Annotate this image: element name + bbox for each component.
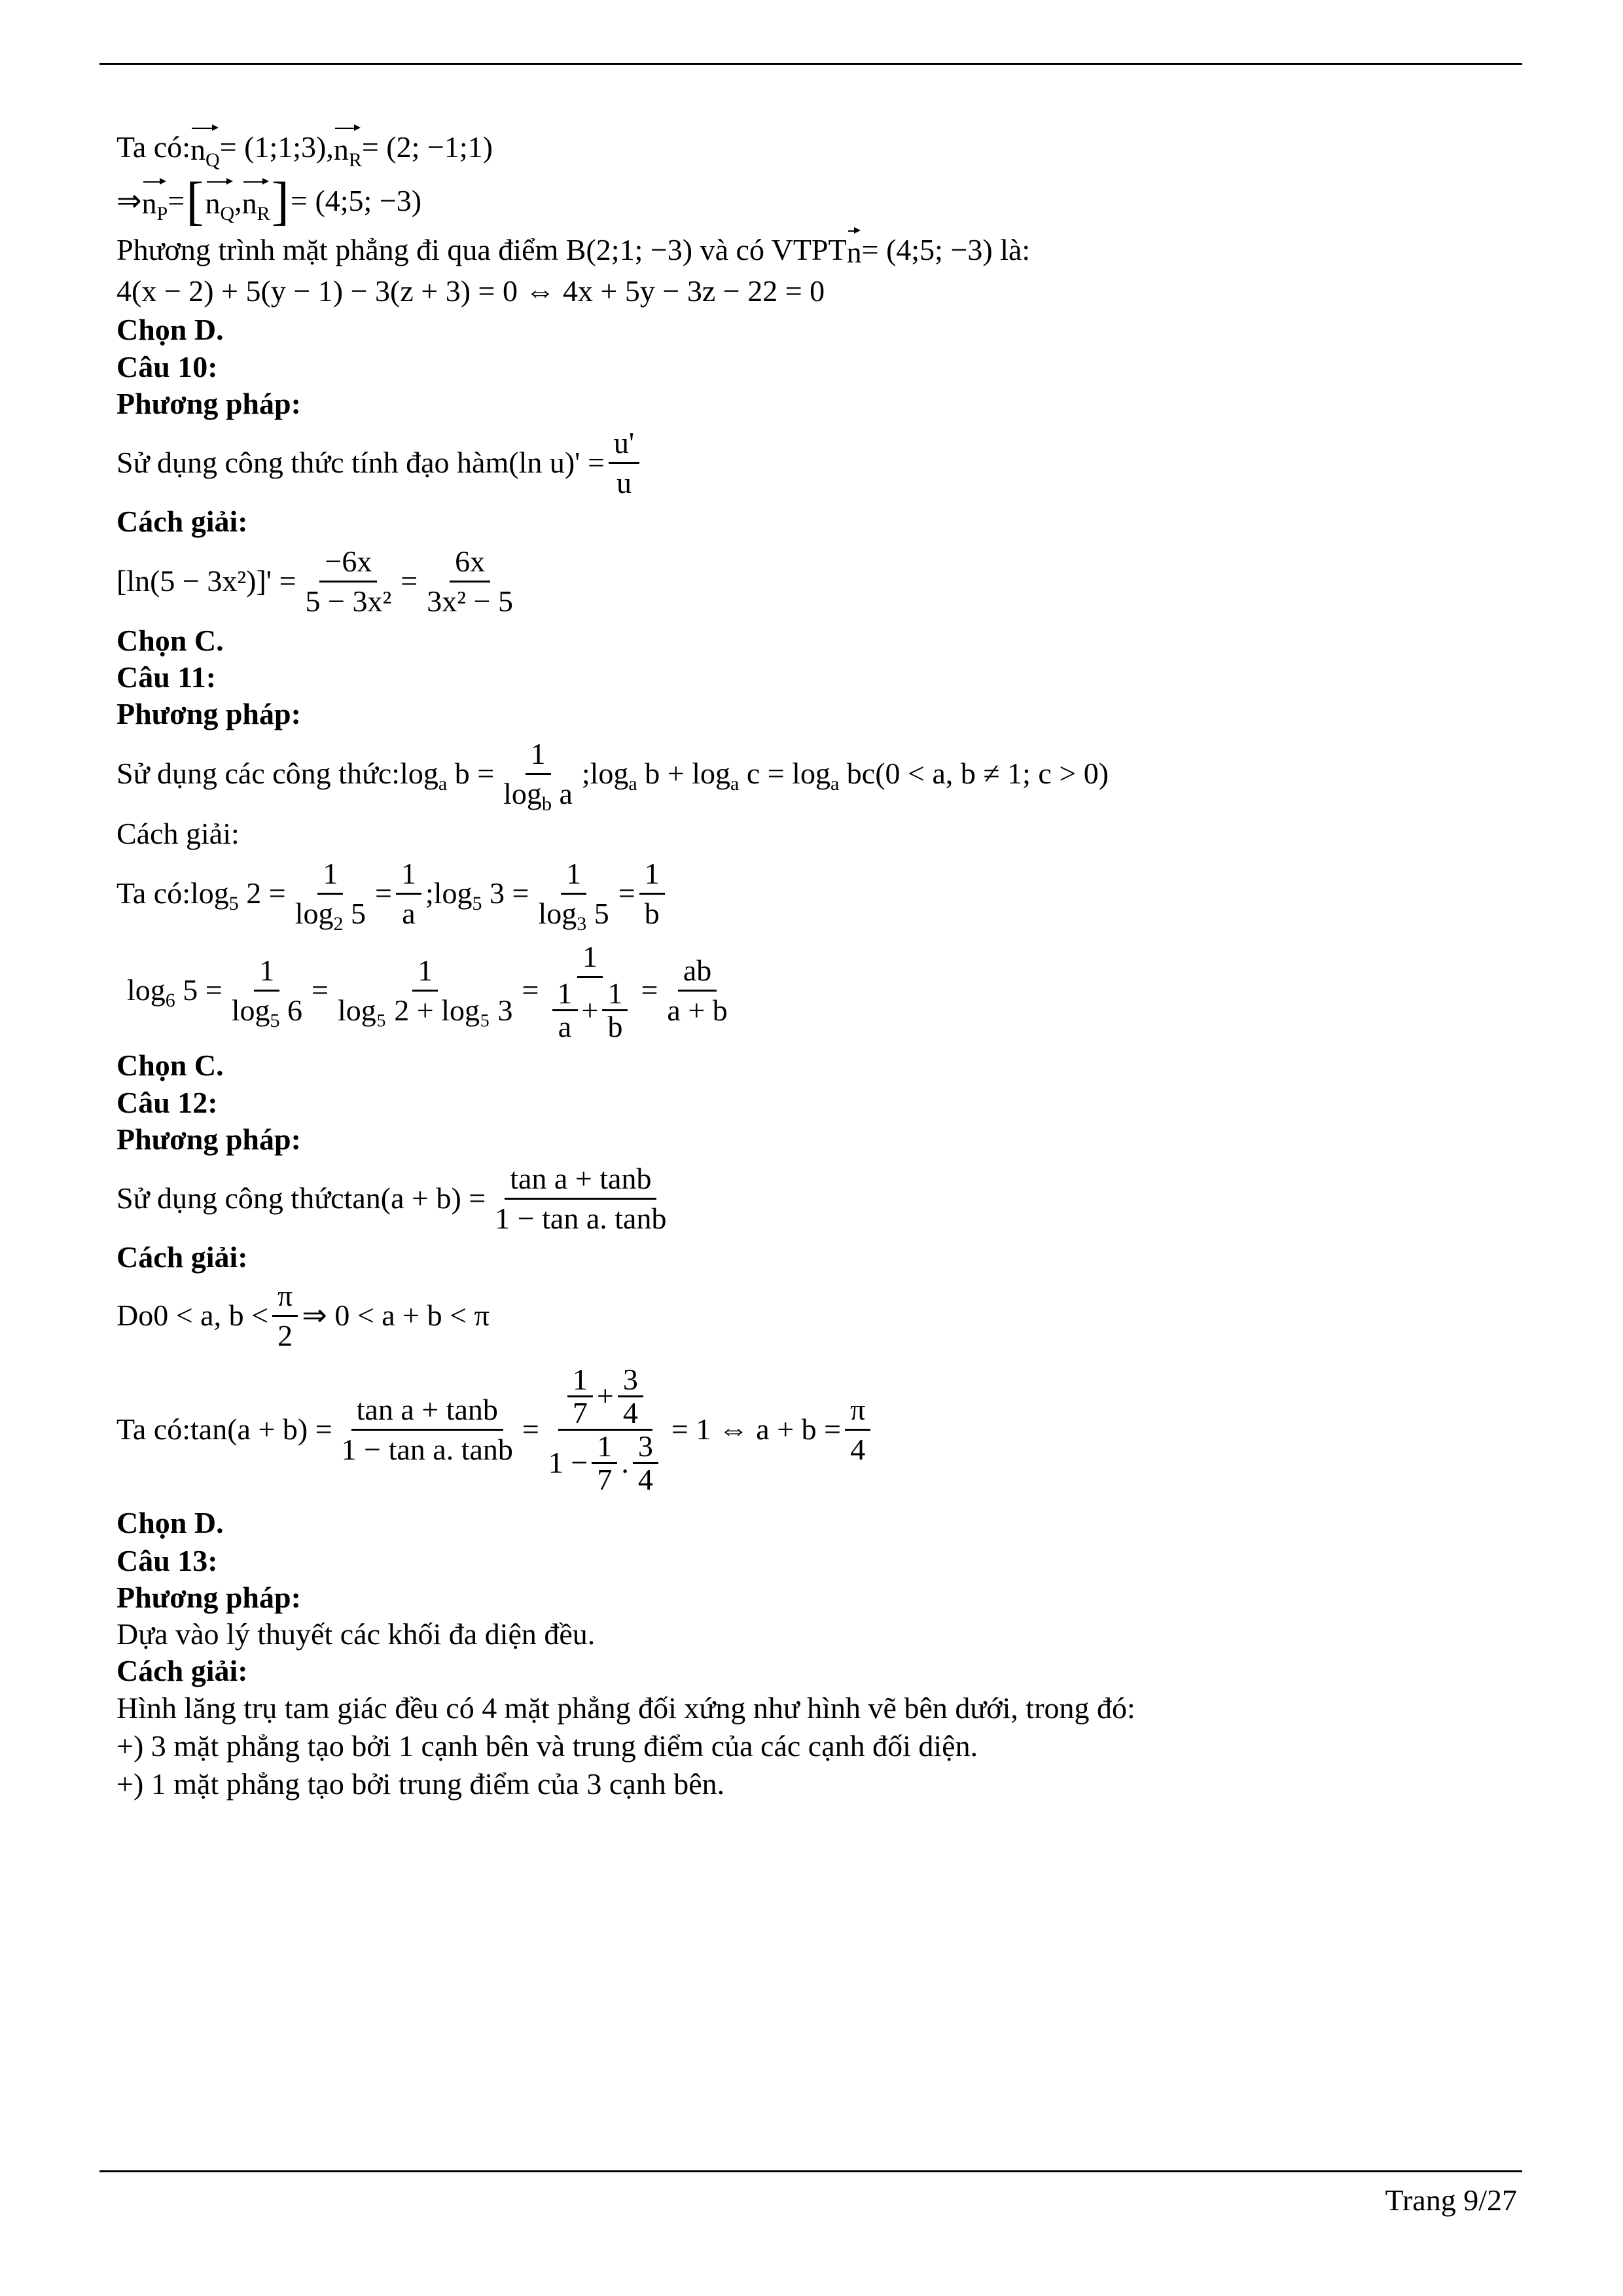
- math-text: [ln(5 − 3x²)]' =: [116, 564, 296, 598]
- text: Ta có:: [116, 1412, 191, 1446]
- fraction: $\frac{-6x}{\text{5 − 3x²}}$: [305, 544, 392, 618]
- vector-n: n: [847, 229, 862, 271]
- implies-symbol: ⇒: [116, 184, 142, 217]
- method-text-q11: Sử dụng các công thức: $\log_a b$ = $\frac{1}{\log_b a}$ $;\log_a$ $b + \log_a c = \log_a bc(0 < a$, b ≠ 1; c > 0): [116, 736, 1109, 815]
- text: Ta có:: [116, 876, 191, 910]
- method-label: Phương pháp:: [116, 697, 301, 730]
- fraction: $\frac{u'}{u}$: [609, 425, 639, 501]
- fraction: $\frac{\pi}{4}$: [845, 1392, 870, 1467]
- method-label: Phương pháp:: [116, 1581, 301, 1614]
- vector-nq: $n_Q$: [205, 180, 235, 222]
- fraction: $\frac{6x}{\text{3x² − 5}}$: [427, 544, 513, 618]
- vector-nr: $n_R$: [242, 180, 270, 222]
- compound-fraction: 1 $\frac{1}{a}$ + $\frac{1}{b}$: [543, 939, 637, 1041]
- header-rule: [99, 63, 1522, 65]
- fraction: $\frac{1}{b}$: [639, 856, 665, 931]
- text: Sử dụng công thức tính đạo hàm: [116, 446, 509, 479]
- vector-nr: $n_R$: [334, 126, 362, 168]
- cross-product-line: ⇒ $n_P$ = [ $n_Q$ , $n_R$ ] = (4;5; −3): [116, 171, 422, 231]
- footer-rule: [99, 2170, 1522, 2172]
- bullet-1: +) 3 mặt phẳng tạo bởi 1 cạnh bên và trung điểm của các cạnh đối diện.: [116, 1729, 978, 1763]
- text: Phương trình mặt phẳng đi qua điểm B(2;1; −3) và có VTPT: [116, 233, 847, 266]
- text: Sử dụng các công thức:: [116, 757, 401, 790]
- math-text: = (2; −1;1): [361, 130, 493, 164]
- solution-q11-step2: $\log_6 5$ = $\frac{1}{\log_5 6}$ = $\frac{1}{\text{log₅ 2 + log₅ 3}}$ = 1 $\frac{1}{a}$ + $\frac{1}{b}$ = $\frac{ab}{a + b}$: [116, 934, 1517, 1047]
- math-text: = (1;1;3),: [219, 130, 334, 164]
- solution-q10: [ln(5 − 3x²)]' = $\frac{-6x}{\text{5 − 3x²}}$ = $\frac{6x}{\text{3x² − 5}}$: [116, 540, 1517, 622]
- solution-label: Cách giải:: [116, 505, 248, 538]
- solution-q12-step2: Ta có: tan(a + b) = $\frac{\text{tan a + tanb}}{\text{1 − tan a. tanb}}$ = $\frac{1}{7}$ + $\frac{3}{4}$ 1 − $\frac{1}{7}$ . $\frac{3}{4}$ = 1 ⇔ a + b = $\frac{\pi}{4}$: [116, 1355, 1517, 1503]
- vector-nq: $n_Q$: [190, 126, 220, 168]
- question-title-10: Câu 10:: [116, 350, 218, 384]
- plane-equation-intro: [116, 228, 1517, 272]
- fraction: $\frac{\pi}{2}$: [272, 1278, 298, 1354]
- question-title-12: Câu 12:: [116, 1086, 218, 1119]
- answer-q12: Chọn D.: [116, 1506, 224, 1539]
- fraction: $\frac{\text{tan a + tanb}}{\text{1 − tan a. tanb}}$: [341, 1392, 513, 1466]
- vector-np: $n_P$: [142, 180, 168, 222]
- bullet-2: +) 1 mặt phẳng tạo bởi trung điểm của 3 cạnh bên.: [116, 1767, 725, 1801]
- compound-fraction: $\frac{1}{7}$ + $\frac{3}{4}$ 1 − $\frac{1}{7}$ . $\frac{3}{4}$: [543, 1365, 668, 1494]
- question-title-13: Câu 13:: [116, 1544, 218, 1577]
- fraction: $\frac{1}{\log_5 6}$: [231, 953, 303, 1031]
- page-content: [116, 121, 1517, 1803]
- method-text-q12: [116, 1158, 1517, 1239]
- text: Ta có:: [116, 130, 191, 164]
- method-label: Phương pháp:: [116, 1122, 301, 1156]
- fraction: $\frac{\text{tan a + tanb}}{\text{1 − tan a. tanb}}$: [495, 1161, 667, 1235]
- method-text-q10: [116, 422, 1517, 503]
- answer-q10: Chọn C.: [116, 624, 224, 657]
- math-text: = (4;5; −3): [291, 184, 422, 217]
- math-text: 4(x − 2) + 5(y − 1) − 3(z + 3) = 0 ⇔ 4x + 5y − 3z − 22 = 0: [116, 274, 825, 308]
- fraction: $\frac{1}{\log_2 5}$: [294, 856, 366, 935]
- math-text: tan(a + b) =: [344, 1181, 486, 1215]
- solution-text-q13: Hình lăng trụ tam giác đều có 4 mặt phẳng đối xứng như hình vẽ bên dưới, trong đó:: [116, 1691, 1135, 1725]
- text: = (4;5; −3) là:: [861, 233, 1031, 266]
- page-number: Trang 9/27: [1385, 2183, 1517, 2217]
- text: Sử dụng công thức: [116, 1181, 344, 1215]
- solution-label: Cách giải:: [116, 1240, 248, 1274]
- method-text-q13: Dựa vào lý thuyết các khối đa diện đều.: [116, 1617, 596, 1651]
- normal-vectors-line: [116, 121, 1517, 173]
- math-text: (ln u)' =: [508, 446, 605, 479]
- solution-q11-step1: Ta có: $\log_5 2$ = $\frac{1}{\log_2 5}$ = $\frac{1}{a}$ $;\log_5$ 3 = $\frac{1}{\log_3 5}$ = $\frac{1}{b}$: [116, 853, 1517, 934]
- solution-q12-step1: Do 0 < a, b < $\frac{\pi}{2}$ ⇒ 0 < a + b < π: [116, 1278, 490, 1352]
- fraction: $\frac{1}{\text{log₅ 2 + log₅ 3}}$: [337, 953, 513, 1027]
- answer-q11: Chọn C.: [116, 1049, 224, 1082]
- fraction: $\frac{1}{\log_b a}$: [503, 736, 573, 815]
- fraction: $\frac{1}{\log_3 5}$: [538, 856, 609, 935]
- text: Do: [116, 1299, 154, 1332]
- method-label: Phương pháp:: [116, 387, 301, 420]
- answer-q9: Chọn D.: [116, 313, 224, 346]
- solution-label-plain: Cách giải:: [116, 817, 240, 850]
- question-title-11: Câu 11:: [116, 660, 217, 694]
- fraction: $\frac{1}{a}$: [396, 856, 421, 931]
- solution-label: Cách giải:: [116, 1654, 248, 1687]
- fraction: $\frac{ab}{a + b}$: [667, 953, 728, 1027]
- plane-equation: [116, 272, 1517, 311]
